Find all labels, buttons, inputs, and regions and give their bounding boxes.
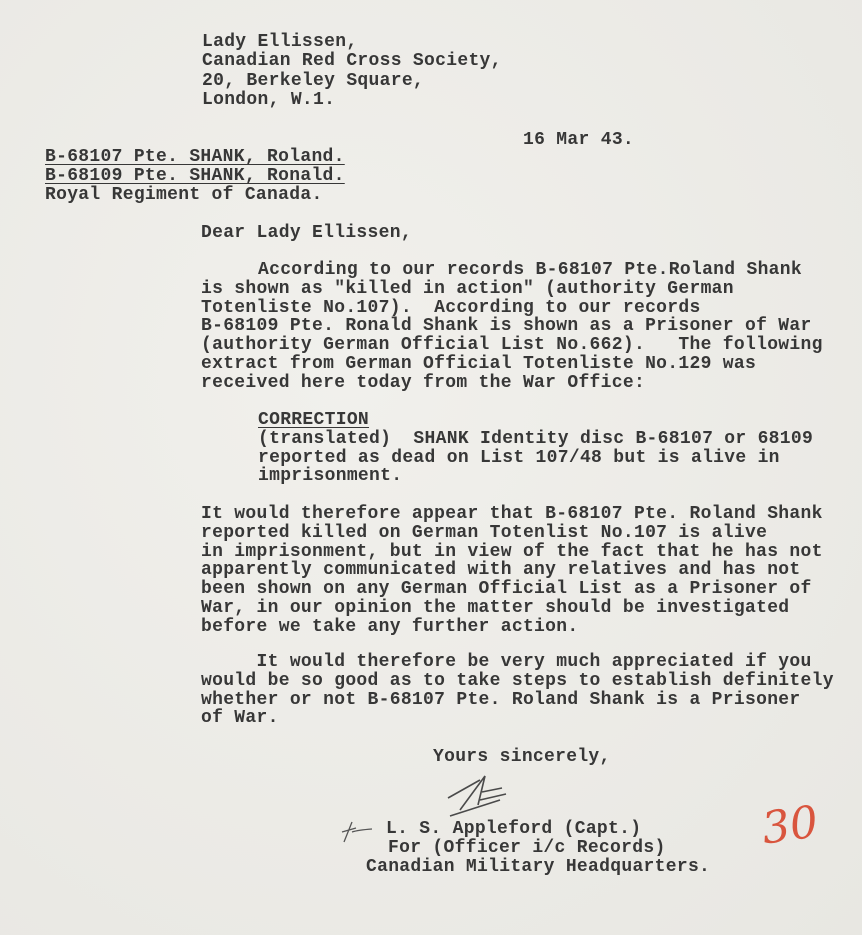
reference-line: Royal Regiment of Canada. (45, 184, 323, 205)
text-line: War, in our opinion the matter should be investigated (201, 597, 790, 618)
address-line: Canadian Red Cross Society, (202, 51, 502, 72)
recipient-address (202, 33, 502, 110)
paragraph-3 (201, 653, 834, 728)
text-line: According to our records B-68107 Pte.Roland Shank (258, 260, 802, 280)
signatory-role: For (Officer i/c Records) (388, 837, 666, 858)
text-line: whether or not B-68107 Pte. Roland Shank is a Prisoner (201, 689, 801, 710)
text-line: been shown on any German Official List as a Prisoner of (201, 579, 812, 600)
closing: Yours sincerely, (433, 747, 611, 767)
text-line: B-68109 Pte. Ronald Shank is shown as a Prisoner of War (201, 316, 812, 337)
address-line: Lady Ellissen, (202, 32, 358, 52)
handwritten-page-number: 30 (758, 796, 822, 855)
reference-block (45, 148, 345, 204)
text-line: reported killed on German Totenlist No.107 is alive (201, 522, 768, 543)
paragraph-2 (201, 505, 823, 637)
text-line: It would therefore appear that B-68107 Pte. Roland Shank (201, 504, 823, 524)
text-line: extract from German Official Totenliste No.129 was (201, 353, 757, 374)
reference-line: B-68109 Pte. SHANK, Ronald. (45, 165, 345, 186)
text-line: received here today from the War Office: (201, 372, 646, 393)
text-line: imprisonment. (258, 466, 403, 487)
handwritten-signature (440, 770, 520, 818)
extract-heading: CORRECTION (258, 410, 370, 430)
text-line: Totenliste No.107). According to our records (201, 297, 701, 318)
text-line: is shown as "killed in action" (authority German (201, 278, 734, 299)
signatory-organization: Canadian Military Headquarters. (366, 856, 711, 877)
text-line: (translated) SHANK Identity disc B-68107 or 68109 (258, 428, 814, 449)
paragraph-1 (201, 261, 823, 393)
letter-date: 16 Mar 43. (523, 130, 635, 150)
address-line: London, W.1. (202, 89, 336, 110)
text-line: apparently communicated with any relatives and has not (201, 560, 801, 581)
reference-line: B-68107 Pte. SHANK, Roland. (45, 147, 345, 167)
signatory-name: L. S. Appleford (Capt.) (386, 819, 642, 839)
text-line: It would therefore be very much appreciated if you (201, 652, 812, 672)
text-line: of War. (201, 708, 279, 729)
address-line: 20, Berkeley Square, (202, 70, 425, 91)
text-line: before we take any further action. (201, 616, 579, 637)
text-line: reported as dead on List 107/48 but is alive in (258, 447, 780, 468)
text-line: in imprisonment, but in view of the fact that he has not (201, 541, 823, 562)
signature-block (366, 820, 710, 876)
text-line: would be so good as to take steps to establish definitely (201, 670, 834, 691)
extract-block (258, 411, 813, 486)
text-line: (authority German Official List No.662). The following (201, 335, 823, 356)
salutation: Dear Lady Ellissen, (201, 223, 412, 243)
